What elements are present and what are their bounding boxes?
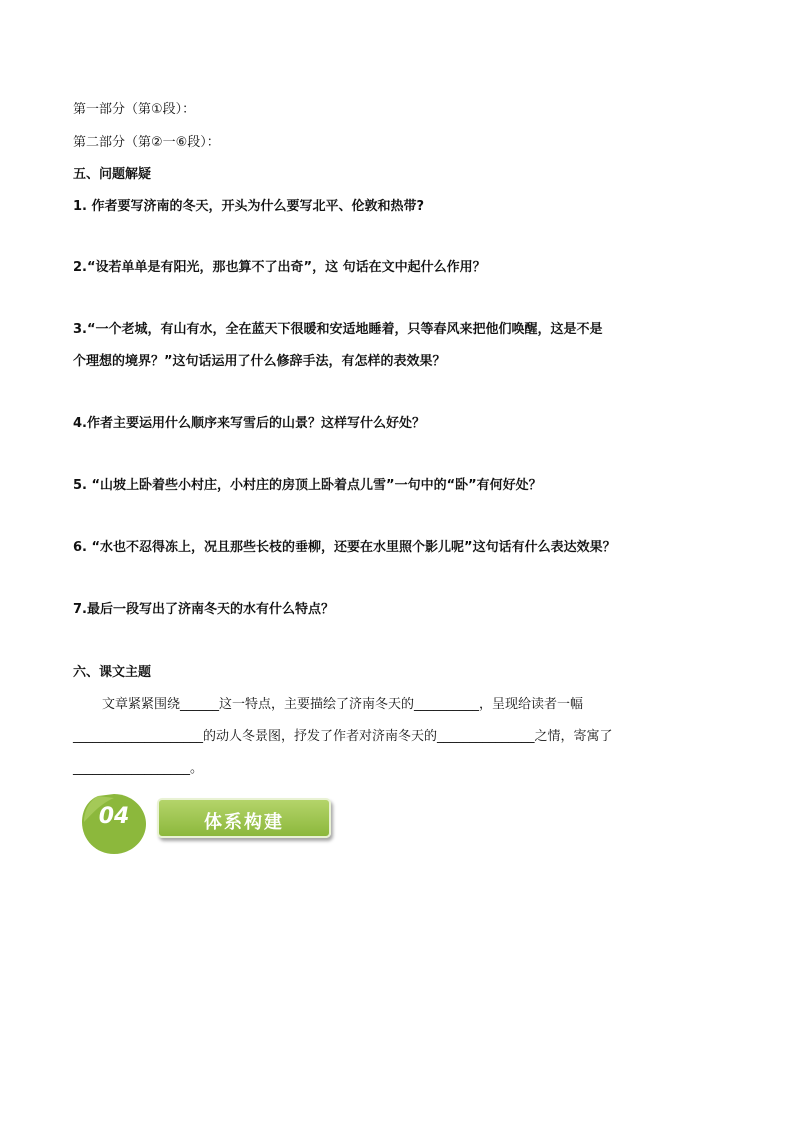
question-5: 5. “山坡上卧着些小村庄，小村庄的房顶上卧着点儿雪”一句中的“卧”有何好处？ xyxy=(73,478,542,493)
theme-line-1: 文章紧紧围绕______这一特点，主要描绘了济南冬天的__________，呈现给读者一幅 xyxy=(102,697,584,712)
section-number: 04 xyxy=(98,804,130,829)
theme-line-3: __________________。 xyxy=(73,761,204,776)
question-3-line-2: 个理想的境界？”这句话运用了什么修辞手法，有怎样的表效果？ xyxy=(73,354,446,369)
section-badge xyxy=(80,792,340,856)
question-1: 1. 作者要写济南的冬天，开头为什么要写北平、伦敦和热带? xyxy=(73,199,425,214)
question-2: 2.“设若单单是有阳光，那也算不了出奇”，这 句话在文中起什么作用？ xyxy=(73,260,486,275)
section-6-heading: 六、课文主题 xyxy=(73,665,152,680)
section-title: 体系构建 xyxy=(204,812,284,833)
structure-part-2: 第二部分（第②一⑥段）： xyxy=(73,135,220,150)
structure-part-1: 第一部分（第①段）： xyxy=(73,102,196,117)
question-4: 4.作者主要运用什么顺序来写雪后的山景？这样写什么好处？ xyxy=(73,416,425,431)
question-3-line-1: 3.“一个老城，有山有水，全在蓝天下很暖和安适地睡着，只等春风来把他们唤醒，这是不是 xyxy=(73,322,603,337)
theme-line-2: ____________________的动人冬景图，抒发了作者对济南冬天的_______________之情，寄寓了 xyxy=(73,729,613,744)
section-title-bar xyxy=(157,798,331,838)
section-5-heading: 五、问题解疑 xyxy=(73,167,152,182)
question-7: 7.最后一段写出了济南冬天的水有什么特点？ xyxy=(73,602,334,617)
question-6: 6. “水也不忍得冻上，况且那些长枝的垂柳，还要在水里照个影儿呢”这句话有什么表达效果？ xyxy=(73,540,616,555)
